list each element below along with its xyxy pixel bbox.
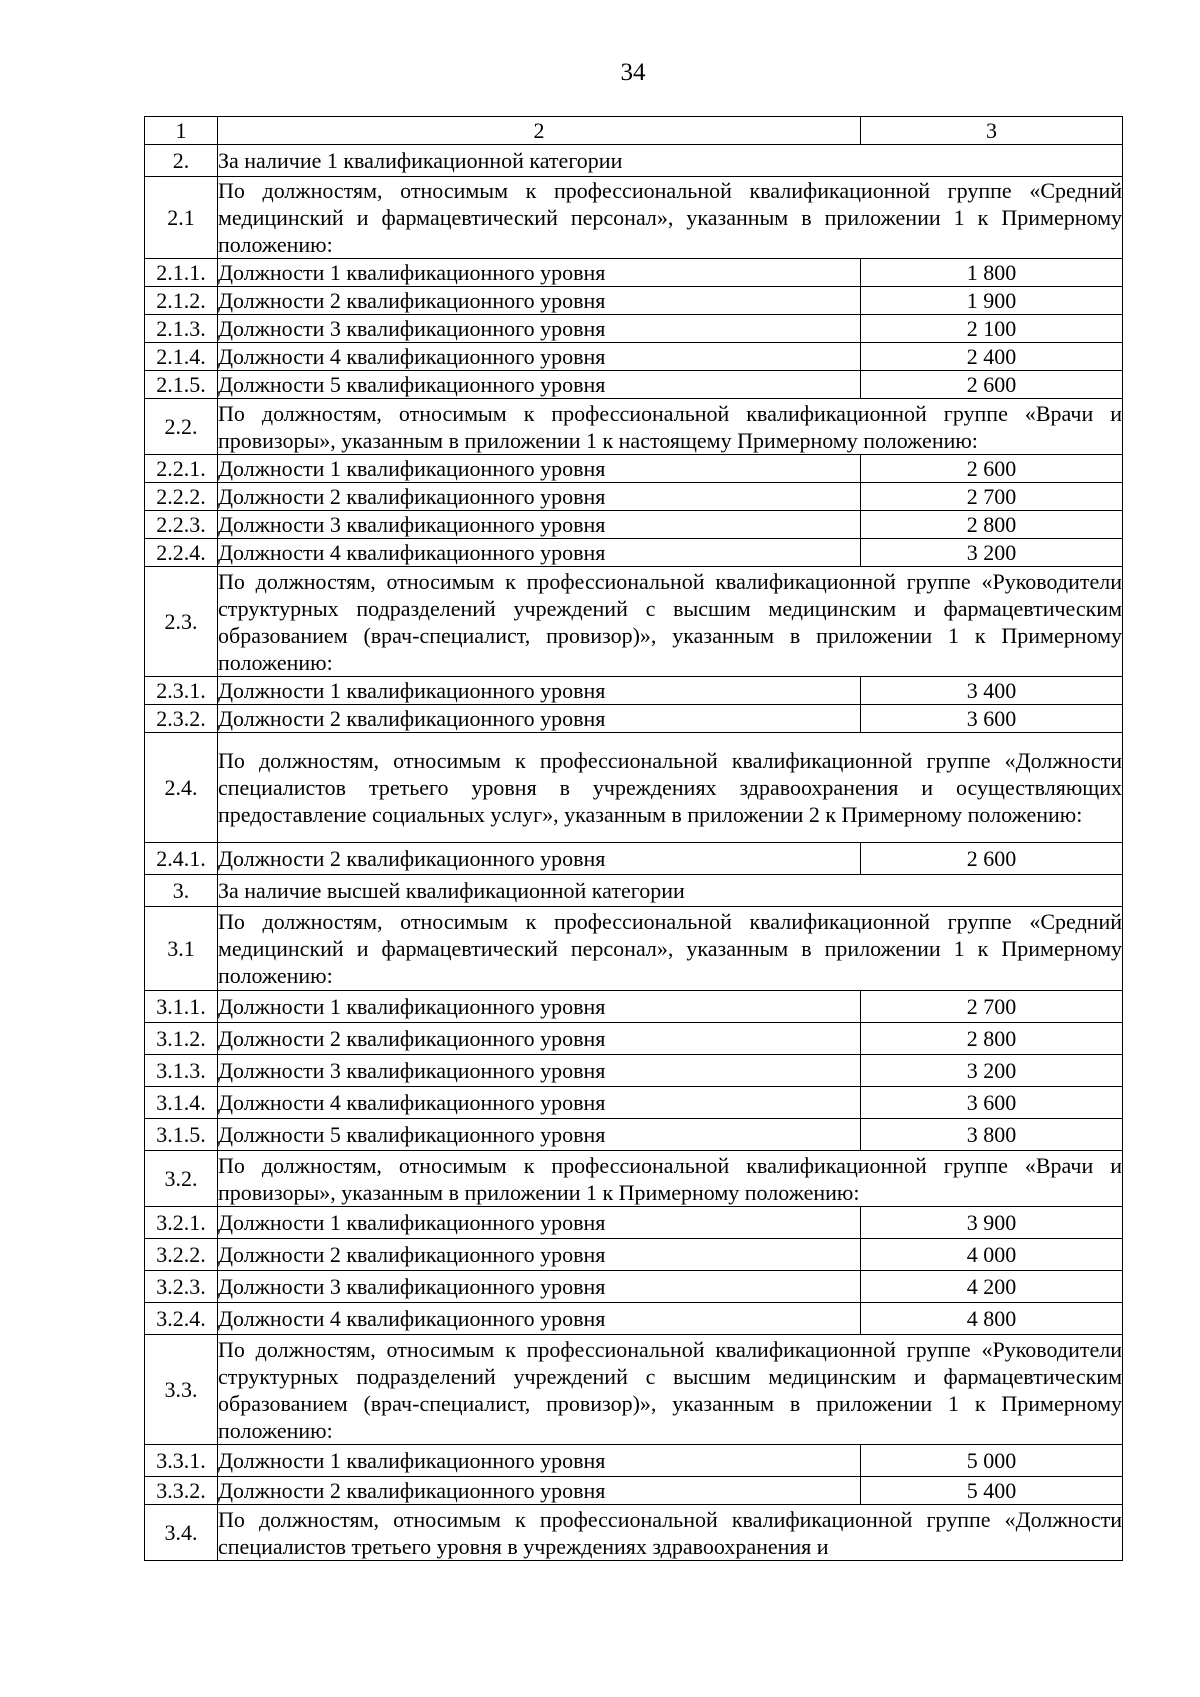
table-row [145, 1055, 1123, 1087]
table-row [145, 991, 1123, 1023]
position-name: Должности 2 квалификационного уровня [218, 287, 861, 315]
table-row [145, 1271, 1123, 1303]
group-description: По должностям, относимым к профессиональной квалификационной группе «Врачи и провизоры», указанным в приложении 1 к Примерному положению: [218, 1152, 1122, 1205]
position-name: Должности 5 квалификационного уровня [218, 1119, 861, 1151]
section-title: За наличие 1 квалификационной категории [218, 145, 1123, 177]
group-row [145, 567, 1123, 677]
group-row [145, 733, 1123, 843]
position-name: Должности 2 квалификационного уровня [218, 705, 861, 733]
row-number: 2.2.1. [145, 455, 218, 483]
table-row [145, 343, 1123, 371]
table-row [145, 1445, 1123, 1477]
table-header-row [145, 117, 1123, 145]
row-number: 2.3. [145, 567, 218, 677]
row-number: 3. [145, 875, 218, 907]
row-number: 2.1 [145, 177, 218, 259]
position-name: Должности 1 квалификационного уровня [218, 1445, 861, 1477]
allowance-amount: 4 800 [861, 1303, 1123, 1335]
position-name: Должности 4 квалификационного уровня [218, 1303, 861, 1335]
row-number: 3.1.1. [145, 991, 218, 1023]
table-row [145, 1119, 1123, 1151]
row-number: 3.1.2. [145, 1023, 218, 1055]
header-col-2: 2 [218, 117, 861, 145]
position-name: Должности 3 квалификационного уровня [218, 511, 861, 539]
position-name: Должности 2 квалификационного уровня [218, 1477, 861, 1505]
table-row [145, 1023, 1123, 1055]
table-row [145, 705, 1123, 733]
position-name: Должности 1 квалификационного уровня [218, 677, 861, 705]
position-name: Должности 2 квалификационного уровня [218, 483, 861, 511]
group-row [145, 177, 1123, 259]
row-number: 2.2. [145, 399, 218, 455]
table-row [145, 1239, 1123, 1271]
allowance-amount: 3 800 [861, 1119, 1123, 1151]
group-description: По должностям, относимым к профессиональной квалификационной группе «Должности специалистов третьего уровня в учреждениях здравоохранения и осуществляющих предоставление социальных услуг», указанным в приложении 2 к Примерному положению: [218, 733, 1123, 843]
allowance-amount: 3 600 [861, 1087, 1123, 1119]
row-number: 2.2.2. [145, 483, 218, 511]
table-row [145, 1207, 1123, 1239]
allowance-amount: 5 000 [861, 1445, 1123, 1477]
header-col-1: 1 [145, 117, 218, 145]
position-name: Должности 1 квалификационного уровня [218, 1207, 861, 1239]
row-number: 2.1.2. [145, 287, 218, 315]
row-number: 2.4.1. [145, 843, 218, 875]
allowance-amount: 5 400 [861, 1477, 1123, 1505]
allowance-amount: 3 200 [861, 1055, 1123, 1087]
row-number: 3.3. [145, 1335, 218, 1445]
row-number: 2.1.4. [145, 343, 218, 371]
header-col-3: 3 [861, 117, 1123, 145]
table-row [145, 315, 1123, 343]
table-row [145, 455, 1123, 483]
position-name: Должности 4 квалификационного уровня [218, 343, 861, 371]
row-number: 3.2.4. [145, 1303, 218, 1335]
allowance-amount: 3 900 [861, 1207, 1123, 1239]
table-row [145, 1087, 1123, 1119]
table-row [145, 483, 1123, 511]
group-row [145, 1151, 1123, 1207]
row-number: 3.2.1. [145, 1207, 218, 1239]
allowance-amount: 2 800 [861, 1023, 1123, 1055]
position-name: Должности 1 квалификационного уровня [218, 455, 861, 483]
section-title: За наличие высшей квалификационной категории [218, 875, 1123, 907]
allowance-amount: 2 800 [861, 511, 1123, 539]
allowance-amount: 2 700 [861, 483, 1123, 511]
group-description: По должностям, относимым к профессиональной квалификационной группе «Врачи и провизоры», указанным в приложении 1 к настоящему Примерному положению: [218, 400, 1122, 453]
table-row [145, 539, 1123, 567]
position-name: Должности 3 квалификационного уровня [218, 1055, 861, 1087]
table-body [145, 117, 1123, 1561]
allowance-table [144, 116, 1123, 1561]
position-name: Должности 3 квалификационного уровня [218, 1271, 861, 1303]
row-number: 2. [145, 145, 218, 177]
position-name: Должности 2 квалификационного уровня [218, 843, 861, 875]
row-number: 3.3.2. [145, 1477, 218, 1505]
row-number: 2.2.4. [145, 539, 218, 567]
position-name: Должности 1 квалификационного уровня [218, 259, 861, 287]
row-number: 2.2.3. [145, 511, 218, 539]
allowance-amount: 2 400 [861, 343, 1123, 371]
allowance-amount: 2 600 [861, 843, 1123, 875]
row-number: 3.3.1. [145, 1445, 218, 1477]
table-row [145, 287, 1123, 315]
position-name: Должности 3 квалификационного уровня [218, 315, 861, 343]
table-row [145, 259, 1123, 287]
position-name: Должности 2 квалификационного уровня [218, 1023, 861, 1055]
section-row [145, 875, 1123, 907]
allowance-amount: 2 700 [861, 991, 1123, 1023]
group-row [145, 1335, 1123, 1445]
group-row [145, 907, 1123, 991]
position-name: Должности 4 квалификационного уровня [218, 1087, 861, 1119]
allowance-amount: 1 900 [861, 287, 1123, 315]
group-description: По должностям, относимым к профессиональной квалификационной группе «Руководители структурных подразделений учреждений с высшим медицинским и фармацевтическим образованием (врач-специалист, провизор)», указанным в приложении 1 к Примерному положению: [218, 568, 1122, 675]
allowance-amount: 3 400 [861, 677, 1123, 705]
row-number: 3.2.2. [145, 1239, 218, 1271]
table-row [145, 1303, 1123, 1335]
group-row [145, 1505, 1123, 1561]
row-number: 2.1.1. [145, 259, 218, 287]
group-description: По должностям, относимым к профессиональной квалификационной группе «Должности специалистов третьего уровня в учреждениях здравоохранения и [218, 1506, 1122, 1559]
allowance-amount: 2 100 [861, 315, 1123, 343]
row-number: 2.3.2. [145, 705, 218, 733]
row-number: 3.4. [145, 1505, 218, 1561]
position-name: Должности 2 квалификационного уровня [218, 1239, 861, 1271]
allowance-amount: 3 600 [861, 705, 1123, 733]
group-description: По должностям, относимым к профессиональной квалификационной группе «Средний медицинский и фармацевтический персонал», указанным в приложении 1 к Примерному положению: [218, 907, 1123, 991]
row-number: 3.1.4. [145, 1087, 218, 1119]
group-description: По должностям, относимым к профессиональной квалификационной группе «Средний медицинский и фармацевтический персонал», указанным в приложении 1 к Примерному положению: [218, 178, 1122, 257]
row-number: 3.2.3. [145, 1271, 218, 1303]
position-name: Должности 5 квалификационного уровня [218, 371, 861, 399]
row-number: 2.1.5. [145, 371, 218, 399]
group-row [145, 399, 1123, 455]
row-number: 3.1.5. [145, 1119, 218, 1151]
row-number: 3.2. [145, 1151, 218, 1207]
row-number: 3.1 [145, 907, 218, 991]
allowance-amount: 2 600 [861, 371, 1123, 399]
row-number: 2.3.1. [145, 677, 218, 705]
table-row [145, 843, 1123, 875]
table-row [145, 511, 1123, 539]
page-number: 34 [620, 59, 646, 86]
allowance-amount: 4 200 [861, 1271, 1123, 1303]
row-number: 2.1.3. [145, 315, 218, 343]
table-row [145, 677, 1123, 705]
allowance-amount: 4 000 [861, 1239, 1123, 1271]
table-row [145, 1477, 1123, 1505]
position-name: Должности 4 квалификационного уровня [218, 539, 861, 567]
table-row [145, 371, 1123, 399]
section-row [145, 145, 1123, 177]
allowance-amount: 3 200 [861, 539, 1123, 567]
position-name: Должности 1 квалификационного уровня [218, 991, 861, 1023]
group-description: По должностям, относимым к профессиональной квалификационной группе «Руководители структурных подразделений учреждений с высшим медицинским и фармацевтическим образованием (врач-специалист, провизор)», указанным в приложении 1 к Примерному положению: [218, 1336, 1122, 1443]
row-number: 3.1.3. [145, 1055, 218, 1087]
row-number: 2.4. [145, 733, 218, 843]
allowance-amount: 1 800 [861, 259, 1123, 287]
allowance-amount: 2 600 [861, 455, 1123, 483]
